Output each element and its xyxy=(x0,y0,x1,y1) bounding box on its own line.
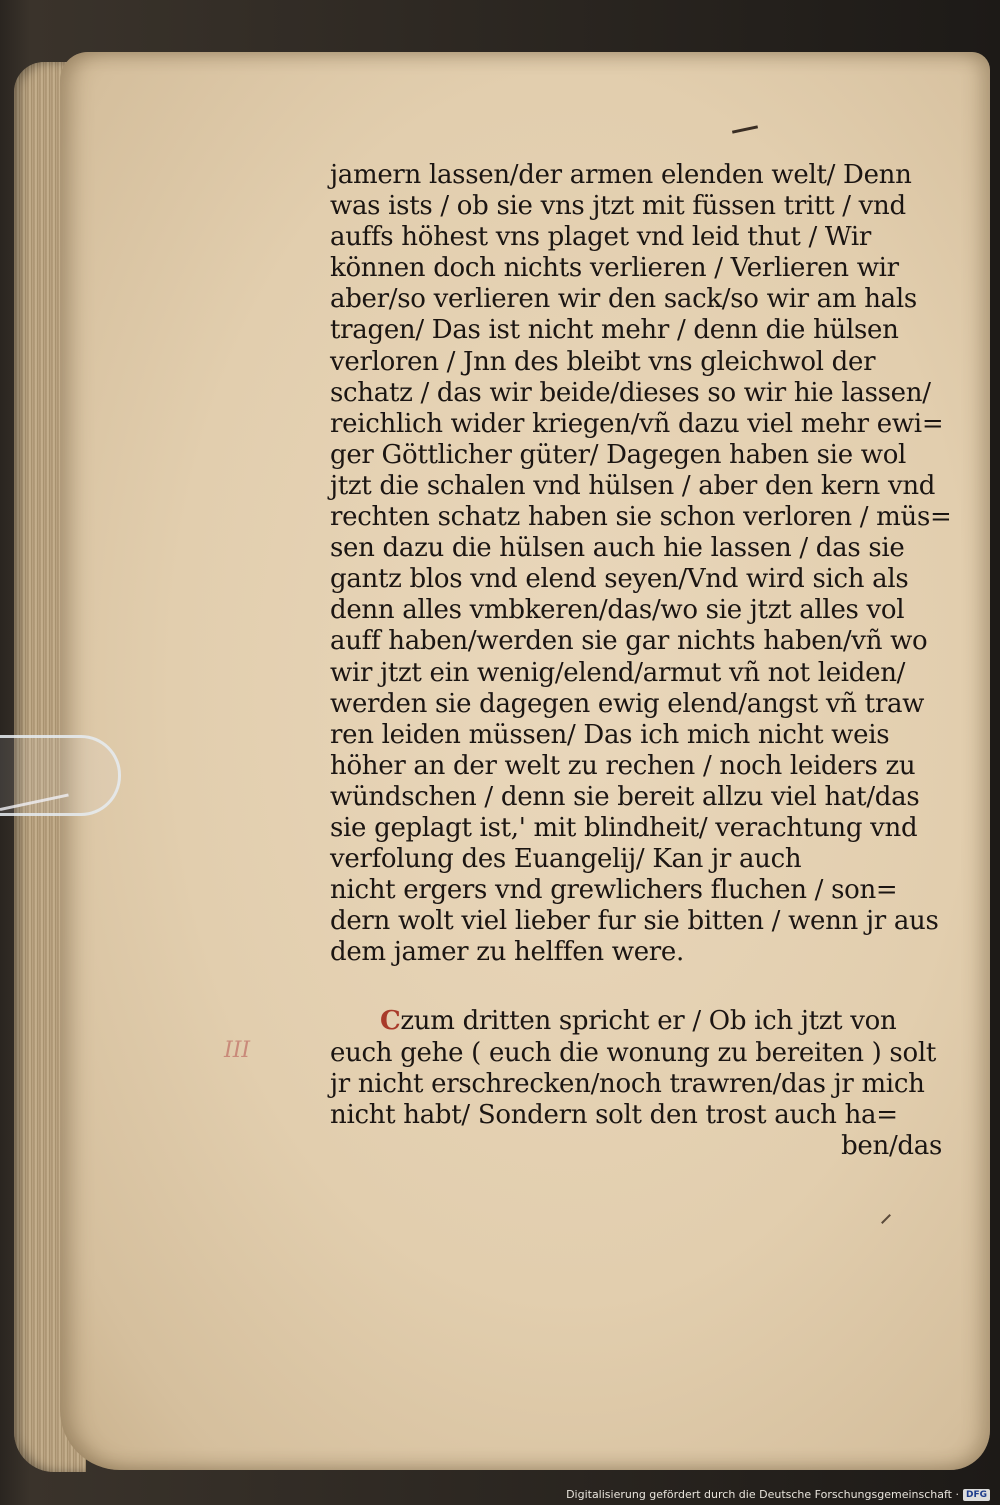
text-line: euch gehe ( euch die wonung zu bereiten ) solt xyxy=(330,1037,936,1068)
text-line: jtzt die schalen vnd hülsen / aber den kern vnd xyxy=(330,470,936,501)
text-line: höher an der welt zu rechen / noch leiders zu xyxy=(330,750,916,781)
text-line: denn alles vmbkeren/das/wo sie jtzt alles vol xyxy=(330,595,905,626)
text-line: nicht habt/ Sondern solt den trost auch ha= xyxy=(330,1099,898,1130)
text-line-content: zum dritten spricht er / Ob ich jtzt von xyxy=(400,1006,897,1037)
text-line: gantz blos vnd elend seyen/Vnd wird sich als xyxy=(330,564,909,595)
page-text xyxy=(330,160,970,1162)
text-line: sen dazu die hülsen auch hie lassen / das sie xyxy=(330,533,905,564)
paragraph-gap xyxy=(330,968,970,1006)
text-line: werden sie dagegen ewig elend/angst vñ traw xyxy=(330,688,925,719)
paragraph-1 xyxy=(330,160,970,968)
text-line: schatz / das wir beide/dieses so wir hie lassen/ xyxy=(330,377,931,408)
text-line: verloren / Jnn des bleibt vns gleichwol der xyxy=(330,346,876,377)
text-line: jr nicht erschrecken/noch trawren/das jr mich xyxy=(330,1068,925,1099)
text-line: dem jamer zu helffen were. xyxy=(330,937,684,968)
text-line: rechten schatz haben sie schon verloren / müs= xyxy=(330,502,952,533)
text-line: reichlich wider kriegen/vñ dazu viel mehr ewi= xyxy=(330,408,944,439)
text-line: auffs höhest vns plaget vnd leid thut / Wir xyxy=(330,222,871,253)
paragraph-2 xyxy=(330,1006,970,1161)
text-line: sie geplagt ist,' mit blindheit/ verachtung vnd xyxy=(330,812,918,843)
text-line: wündschen / denn sie bereit allzu viel hat/das xyxy=(330,781,920,812)
catchword: ben/das xyxy=(841,1130,942,1161)
footer-text: Digitalisierung gefördert durch die Deutsche Forschungsgemeinschaft · xyxy=(566,1488,959,1501)
text-line: jamern lassen/der armen elenden welt/ Denn xyxy=(330,160,912,190)
text-line: nicht ergers vnd grewlichers fluchen / son= xyxy=(330,875,898,906)
text-line: verfolung des Euangelij/ Kan jr auch xyxy=(330,844,802,875)
text-line xyxy=(330,1006,970,1037)
text-line: ren leiden müssen/ Das ich mich nicht weis xyxy=(330,719,890,750)
pilcrow-mark: C xyxy=(380,1006,401,1037)
dfg-logo: DFG xyxy=(963,1489,990,1501)
digitization-footer xyxy=(566,1488,990,1501)
text-line: aber/so verlieren wir den sack/so wir am hals xyxy=(330,284,917,315)
text-line: können doch nichts verlieren / Verlieren wir xyxy=(330,253,899,284)
text-line: wir jtzt ein wenig/elend/armut vñ not leiden/ xyxy=(330,657,906,688)
text-line: was ists / ob sie vns jtzt mit füssen tritt / vnd xyxy=(330,191,906,222)
margin-note: III xyxy=(224,1038,251,1063)
text-line: ger Göttlicher güter/ Dagegen haben sie wol xyxy=(330,439,907,470)
text-line: auff haben/werden sie gar nichts haben/vñ wo xyxy=(330,626,928,657)
text-line: dern wolt viel lieber fur sie bitten / wenn jr aus xyxy=(330,906,939,937)
text-line: tragen/ Das ist nicht mehr / denn die hülsen xyxy=(330,315,899,346)
